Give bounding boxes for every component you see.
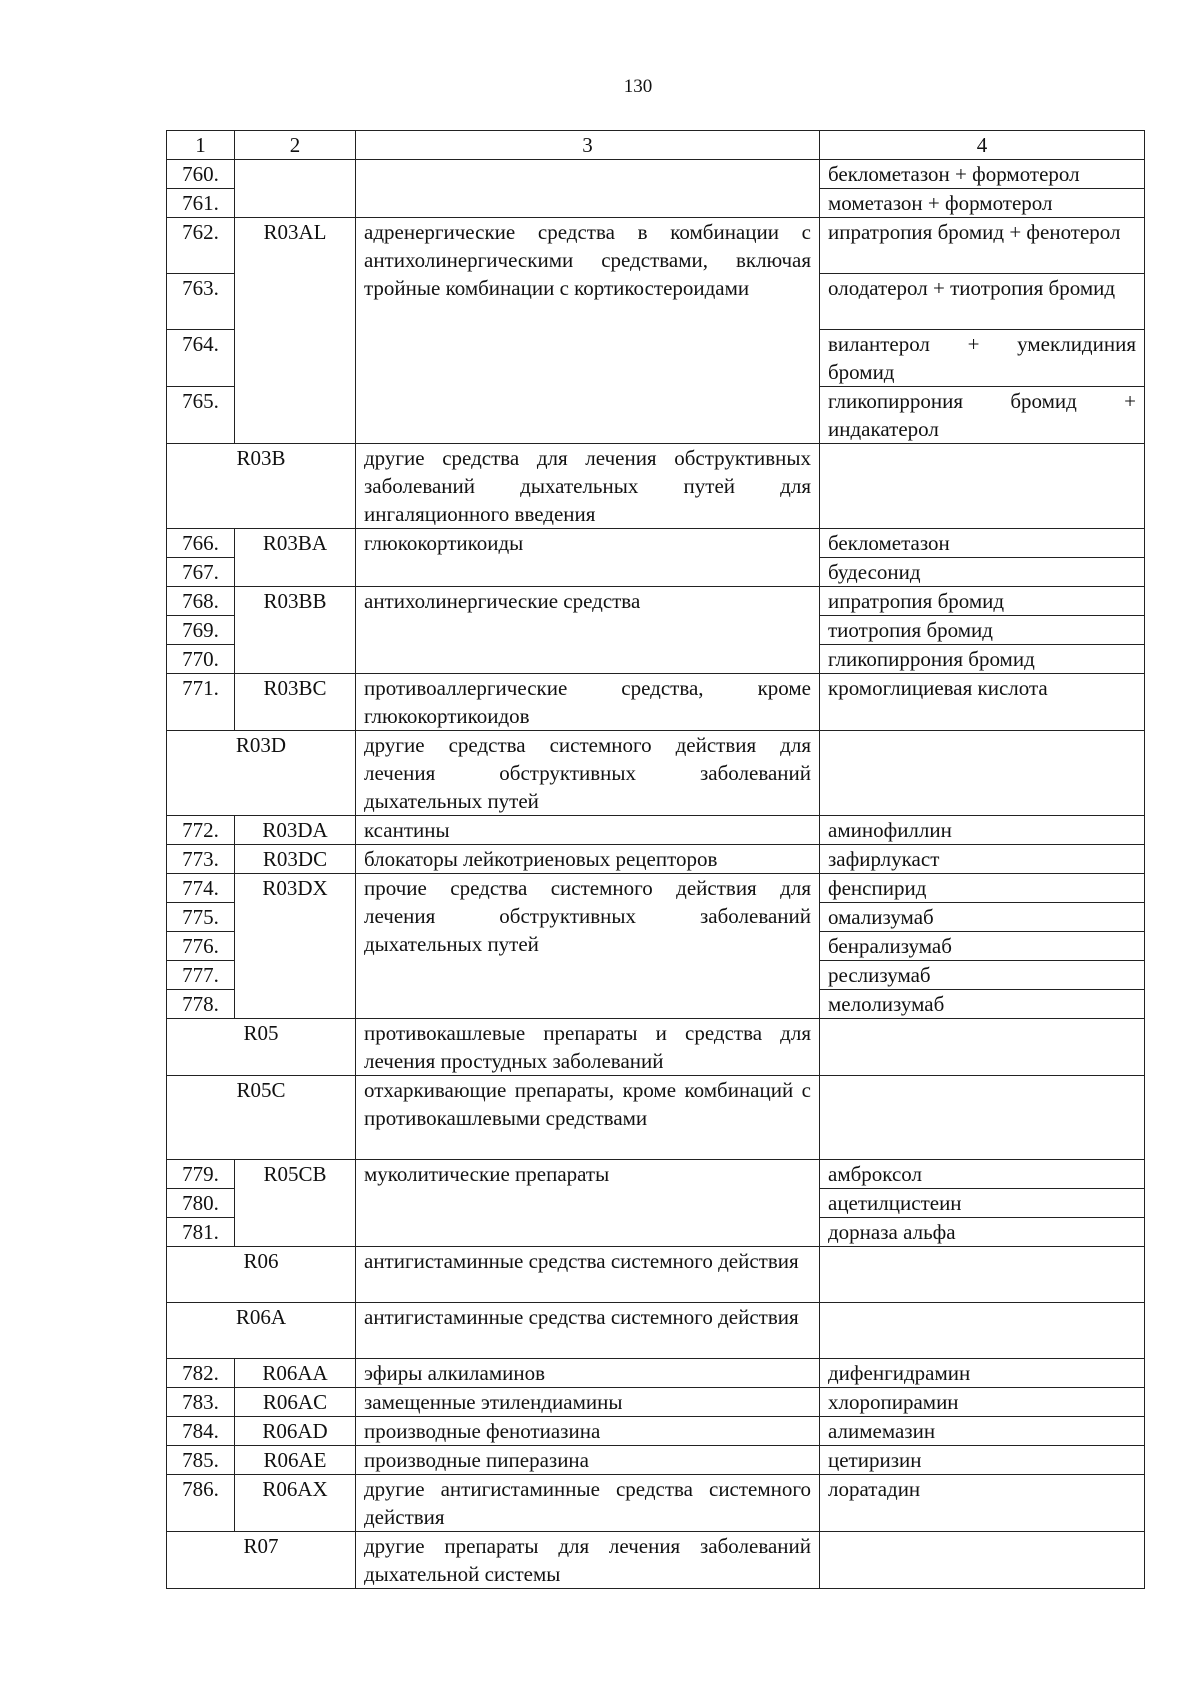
row-number: 785.	[167, 1446, 235, 1475]
atc-description: прочие средства системного действия для лечения обструктивных заболеваний дыхательных путей	[356, 874, 820, 1019]
drug-name: беклометазон	[820, 529, 1145, 558]
drug-name: мелолизумаб	[820, 990, 1145, 1019]
table-row	[167, 1417, 1145, 1446]
row-number: 766.	[167, 529, 235, 558]
atc-code: R06AD	[235, 1417, 356, 1446]
code-cell	[235, 160, 356, 218]
drug-name: зафирлукаст	[820, 845, 1145, 874]
group-description: другие препараты для лечения заболеваний дыхательной системы	[356, 1532, 820, 1589]
group-row	[167, 1532, 1145, 1589]
row-number: 764.	[167, 330, 235, 387]
group-code: R05	[167, 1019, 356, 1076]
row-number: 782.	[167, 1359, 235, 1388]
row-number: 773.	[167, 845, 235, 874]
drug-name: ипратропия бромид	[820, 587, 1145, 616]
table-row	[167, 587, 1145, 616]
drug-name: гликопиррония бромид	[820, 645, 1145, 674]
column-header-2: 2	[235, 131, 356, 160]
column-header-4: 4	[820, 131, 1145, 160]
atc-description: адренергические средства в комбинации с антихолинергическими средствами, включая тройные комбинации с кортикостероидами	[356, 218, 820, 444]
group-row	[167, 1019, 1145, 1076]
row-number: 784.	[167, 1417, 235, 1446]
atc-code: R06AA	[235, 1359, 356, 1388]
table-row	[167, 1359, 1145, 1388]
atc-code: R03AL	[235, 218, 356, 444]
group-code: R05C	[167, 1076, 356, 1160]
column-header-1: 1	[167, 131, 235, 160]
drug-name: будесонид	[820, 558, 1145, 587]
empty-drug-cell	[820, 1532, 1145, 1589]
row-number: 775.	[167, 903, 235, 932]
drug-name: беклометазон + формотерол	[820, 160, 1145, 189]
row-number: 771.	[167, 674, 235, 731]
row-number: 760.	[167, 160, 235, 189]
drug-name: вилантерол + умеклидиния бромид	[820, 330, 1145, 387]
drug-name: аминофиллин	[820, 816, 1145, 845]
atc-code: R03DC	[235, 845, 356, 874]
group-description: антигистаминные средства системного действия	[356, 1303, 820, 1359]
group-code: R03D	[167, 731, 356, 816]
table-row	[167, 160, 1145, 189]
table-row	[167, 1446, 1145, 1475]
drug-name: дорназа альфа	[820, 1218, 1145, 1247]
row-number: 767.	[167, 558, 235, 587]
drug-name: фенспирид	[820, 874, 1145, 903]
group-row	[167, 1303, 1145, 1359]
row-number: 763.	[167, 274, 235, 330]
row-number: 786.	[167, 1475, 235, 1532]
group-code: R06A	[167, 1303, 356, 1359]
group-row	[167, 731, 1145, 816]
table-row	[167, 1160, 1145, 1189]
group-description: другие средства системного действия для лечения обструктивных заболеваний дыхательных путей	[356, 731, 820, 816]
table-row	[167, 816, 1145, 845]
row-number: 762.	[167, 218, 235, 274]
drug-name: кромоглициевая кислота	[820, 674, 1145, 731]
group-code: R07	[167, 1532, 356, 1589]
group-row	[167, 1076, 1145, 1160]
atc-description: производные фенотиазина	[356, 1417, 820, 1446]
atc-code: R03BC	[235, 674, 356, 731]
drug-name: тиотропия бромид	[820, 616, 1145, 645]
drug-table	[166, 130, 1145, 1589]
row-number: 783.	[167, 1388, 235, 1417]
row-number: 780.	[167, 1189, 235, 1218]
drug-name: гликопиррония бромид + индакатерол	[820, 387, 1145, 444]
drug-name: мометазон + формотерол	[820, 189, 1145, 218]
table-row	[167, 1475, 1145, 1532]
table-row	[167, 1388, 1145, 1417]
atc-code: R03DA	[235, 816, 356, 845]
drug-name: омализумаб	[820, 903, 1145, 932]
atc-description: блокаторы лейкотриеновых рецепторов	[356, 845, 820, 874]
row-number: 781.	[167, 1218, 235, 1247]
table-row	[167, 874, 1145, 903]
column-header-3: 3	[356, 131, 820, 160]
empty-drug-cell	[820, 1247, 1145, 1303]
drug-name: амброксол	[820, 1160, 1145, 1189]
row-number: 777.	[167, 961, 235, 990]
group-row	[167, 1247, 1145, 1303]
drug-name: ацетилцистеин	[820, 1189, 1145, 1218]
group-description: антигистаминные средства системного действия	[356, 1247, 820, 1303]
atc-description: эфиры алкиламинов	[356, 1359, 820, 1388]
atc-code: R05CB	[235, 1160, 356, 1247]
empty-drug-cell	[820, 731, 1145, 816]
row-number: 761.	[167, 189, 235, 218]
atc-description: ксантины	[356, 816, 820, 845]
row-number: 770.	[167, 645, 235, 674]
page-number: 130	[623, 76, 653, 97]
row-number: 779.	[167, 1160, 235, 1189]
drug-name: алимемазин	[820, 1417, 1145, 1446]
row-number: 774.	[167, 874, 235, 903]
row-number: 772.	[167, 816, 235, 845]
group-code: R03B	[167, 444, 356, 529]
table-row	[167, 674, 1145, 731]
atc-code: R06AE	[235, 1446, 356, 1475]
drug-name: реслизумаб	[820, 961, 1145, 990]
empty-drug-cell	[820, 444, 1145, 529]
row-number: 776.	[167, 932, 235, 961]
table-row	[167, 845, 1145, 874]
row-number: 769.	[167, 616, 235, 645]
empty-drug-cell	[820, 1019, 1145, 1076]
drug-name: цетиризин	[820, 1446, 1145, 1475]
atc-code: R06AC	[235, 1388, 356, 1417]
empty-drug-cell	[820, 1076, 1145, 1160]
row-number: 768.	[167, 587, 235, 616]
group-code: R06	[167, 1247, 356, 1303]
drug-name: ипратропия бромид + фенотерол	[820, 218, 1145, 274]
atc-description: замещенные этилендиамины	[356, 1388, 820, 1417]
drug-name: хлоропирамин	[820, 1388, 1145, 1417]
drug-name: олодатерол + тиотропия бромид	[820, 274, 1145, 330]
atc-description: антихолинергические средства	[356, 587, 820, 674]
group-description: другие средства для лечения обструктивных заболеваний дыхательных путей для ингаляционного введения	[356, 444, 820, 529]
group-row	[167, 444, 1145, 529]
drug-name: лоратадин	[820, 1475, 1145, 1532]
drug-name: бенрализумаб	[820, 932, 1145, 961]
table-header-row	[167, 131, 1145, 160]
atc-description: производные пиперазина	[356, 1446, 820, 1475]
group-description: противокашлевые препараты и средства для лечения простудных заболеваний	[356, 1019, 820, 1076]
atc-description: глюкокортикоиды	[356, 529, 820, 587]
table-row	[167, 529, 1145, 558]
empty-drug-cell	[820, 1303, 1145, 1359]
description-cell	[356, 160, 820, 218]
atc-description: муколитические препараты	[356, 1160, 820, 1247]
atc-code: R03BA	[235, 529, 356, 587]
atc-code: R06AX	[235, 1475, 356, 1532]
group-description: отхаркивающие препараты, кроме комбинаций с противокашлевыми средствами	[356, 1076, 820, 1160]
row-number: 778.	[167, 990, 235, 1019]
row-number: 765.	[167, 387, 235, 444]
drug-name: дифенгидрамин	[820, 1359, 1145, 1388]
table-row	[167, 218, 1145, 274]
atc-code: R03DX	[235, 874, 356, 1019]
atc-description: противоаллергические средства, кроме глюкокортикоидов	[356, 674, 820, 731]
atc-description: другие антигистаминные средства системного действия	[356, 1475, 820, 1532]
atc-code: R03BB	[235, 587, 356, 674]
